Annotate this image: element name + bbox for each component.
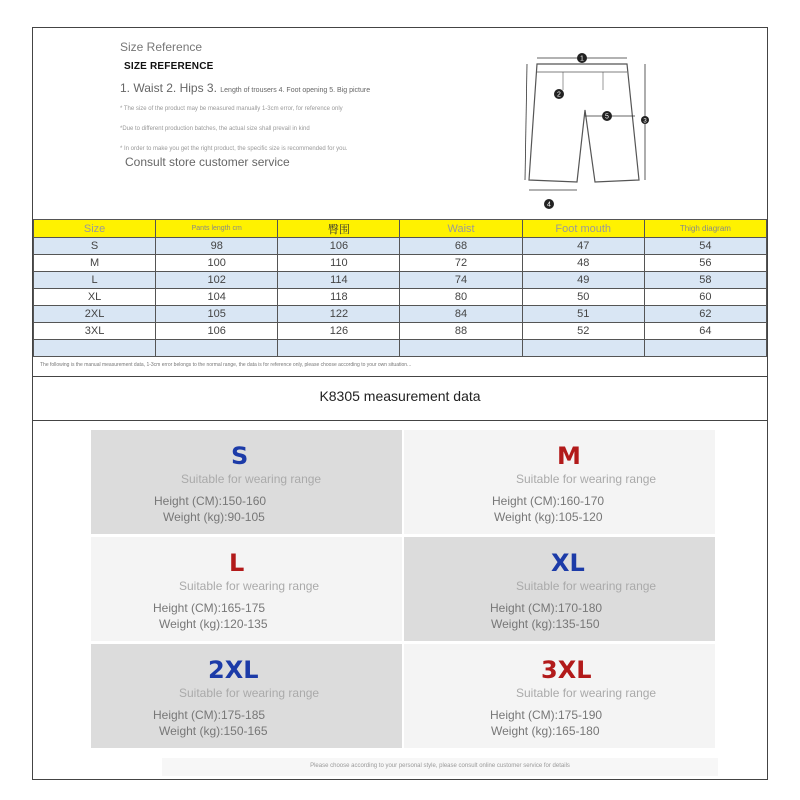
- table-cell: 104: [156, 289, 278, 306]
- table-row: [34, 238, 767, 255]
- table-cell: 60: [644, 289, 766, 306]
- table-row: [34, 289, 767, 306]
- table-cell: 72: [400, 255, 522, 272]
- size-card-xl: [404, 537, 715, 641]
- size-reference-title: Size Reference: [120, 40, 203, 54]
- table-cell: 102: [156, 272, 278, 289]
- table-cell: 105: [156, 306, 278, 323]
- wearing-range-label: Suitable for wearing range: [181, 472, 322, 486]
- table-cell: 52: [522, 323, 644, 340]
- size-label: 3XL: [541, 656, 592, 684]
- wearing-range-label: Suitable for wearing range: [516, 472, 657, 486]
- size-card-s: [91, 430, 402, 534]
- marker-4: 4: [547, 201, 551, 209]
- marker-5: 5: [605, 113, 609, 121]
- table-cell: S: [34, 238, 156, 255]
- table-row: [34, 306, 767, 323]
- table-cell: 110: [278, 255, 400, 272]
- table-row: [34, 323, 767, 340]
- size-card-l: [91, 537, 402, 641]
- dimension-lines: [525, 55, 645, 190]
- divider: [33, 420, 767, 421]
- table-footnote: The following is the manual measurement data, 1-3cm error belongs to the normal range, the data is for reference only, please choose according to your own situation...: [40, 362, 412, 368]
- height-range: Height (CM):160-170: [492, 494, 605, 508]
- table-cell: 100: [156, 255, 278, 272]
- size-reference-bold-title: SIZE REFERENCE: [124, 61, 214, 72]
- height-range: Height (CM):170-180: [490, 601, 603, 615]
- size-label: S: [231, 442, 249, 470]
- size-card-m: [404, 430, 715, 534]
- size-label: M: [557, 442, 581, 470]
- marker-2: 2: [557, 91, 561, 99]
- wearing-range-label: Suitable for wearing range: [516, 686, 657, 700]
- note-1: * The size of the product may be measured manually 1-3cm error, for reference only: [120, 106, 343, 112]
- note-3: * In order to make you get the right product, the specific size is recommended for you.: [120, 146, 348, 152]
- table-cell: 58: [644, 272, 766, 289]
- table-cell: 114: [278, 272, 400, 289]
- size-label: L: [229, 549, 245, 577]
- table-cell: 56: [644, 255, 766, 272]
- table-cell: 98: [156, 238, 278, 255]
- table-cell: 64: [644, 323, 766, 340]
- table-cell: 50: [522, 289, 644, 306]
- header-hips: 臀围: [278, 220, 400, 238]
- header-waist: Waist: [400, 220, 522, 238]
- marker-3: 3: [643, 118, 647, 125]
- table-cell: 74: [400, 272, 522, 289]
- table-cell: 62: [644, 306, 766, 323]
- table-cell: 48: [522, 255, 644, 272]
- table-cell: 122: [278, 306, 400, 323]
- size-label: 2XL: [208, 656, 259, 684]
- table-row: [34, 255, 767, 272]
- table-cell: 3XL: [34, 323, 156, 340]
- height-range: Height (CM):150-160: [154, 494, 267, 508]
- size-label: XL: [551, 549, 585, 577]
- height-range: Height (CM):165-175: [153, 601, 266, 615]
- wearing-range-label: Suitable for wearing range: [179, 579, 320, 593]
- legend-small: Length of trousers 4. Foot opening 5. Big picture: [220, 87, 371, 94]
- measurement-legend: [120, 81, 370, 95]
- legend-main: 1. Waist 2. Hips 3.: [120, 81, 217, 95]
- footer-note: Please choose according to your personal style, please consult online customer service for details: [310, 763, 570, 769]
- size-table: [33, 219, 767, 357]
- weight-range: Weight (kg):105-120: [494, 510, 603, 524]
- table-cell: L: [34, 272, 156, 289]
- table-cell: 54: [644, 238, 766, 255]
- table-cell: 106: [278, 238, 400, 255]
- table-cell: 68: [400, 238, 522, 255]
- table-cell: M: [34, 255, 156, 272]
- model-measurement-title: K8305 measurement data: [319, 388, 481, 404]
- header-thigh: Thigh diagram: [644, 220, 766, 238]
- marker-1: 1: [580, 55, 584, 63]
- table-header-row: [34, 220, 767, 238]
- size-card-3xl: [404, 644, 715, 748]
- table-cell: 106: [156, 323, 278, 340]
- weight-range: Weight (kg):135-150: [491, 617, 600, 631]
- divider: [33, 376, 767, 377]
- weight-range: Weight (kg):165-180: [491, 724, 600, 738]
- table-cell: 49: [522, 272, 644, 289]
- pants-outline: [529, 64, 639, 182]
- height-range: Height (CM):175-185: [153, 708, 266, 722]
- weight-range: Weight (kg):150-165: [159, 724, 268, 738]
- table-cell: 88: [400, 323, 522, 340]
- header-foot-mouth: Foot mouth: [522, 220, 644, 238]
- wearing-range-label: Suitable for wearing range: [179, 686, 320, 700]
- table-cell: 126: [278, 323, 400, 340]
- consult-service-text: Consult store customer service: [125, 155, 290, 169]
- table-cell: 80: [400, 289, 522, 306]
- table-cell: 84: [400, 306, 522, 323]
- wearing-range-label: Suitable for wearing range: [516, 579, 657, 593]
- table-row-empty: [34, 340, 767, 357]
- table-row: [34, 272, 767, 289]
- header-pants-length: Pants length cm: [156, 220, 278, 238]
- diagram-markers: [544, 53, 649, 209]
- pants-diagram: [515, 50, 665, 215]
- height-range: Height (CM):175-190: [490, 708, 603, 722]
- table-cell: XL: [34, 289, 156, 306]
- table-cell: 118: [278, 289, 400, 306]
- table-cell: 47: [522, 238, 644, 255]
- weight-range: Weight (kg):90-105: [163, 510, 265, 524]
- size-card-2xl: [91, 644, 402, 748]
- note-2: *Due to different production batches, the actual size shall prevail in kind: [120, 126, 310, 132]
- table-cell: 2XL: [34, 306, 156, 323]
- table-cell: 51: [522, 306, 644, 323]
- header-size: Size: [34, 220, 156, 238]
- weight-range: Weight (kg):120-135: [159, 617, 268, 631]
